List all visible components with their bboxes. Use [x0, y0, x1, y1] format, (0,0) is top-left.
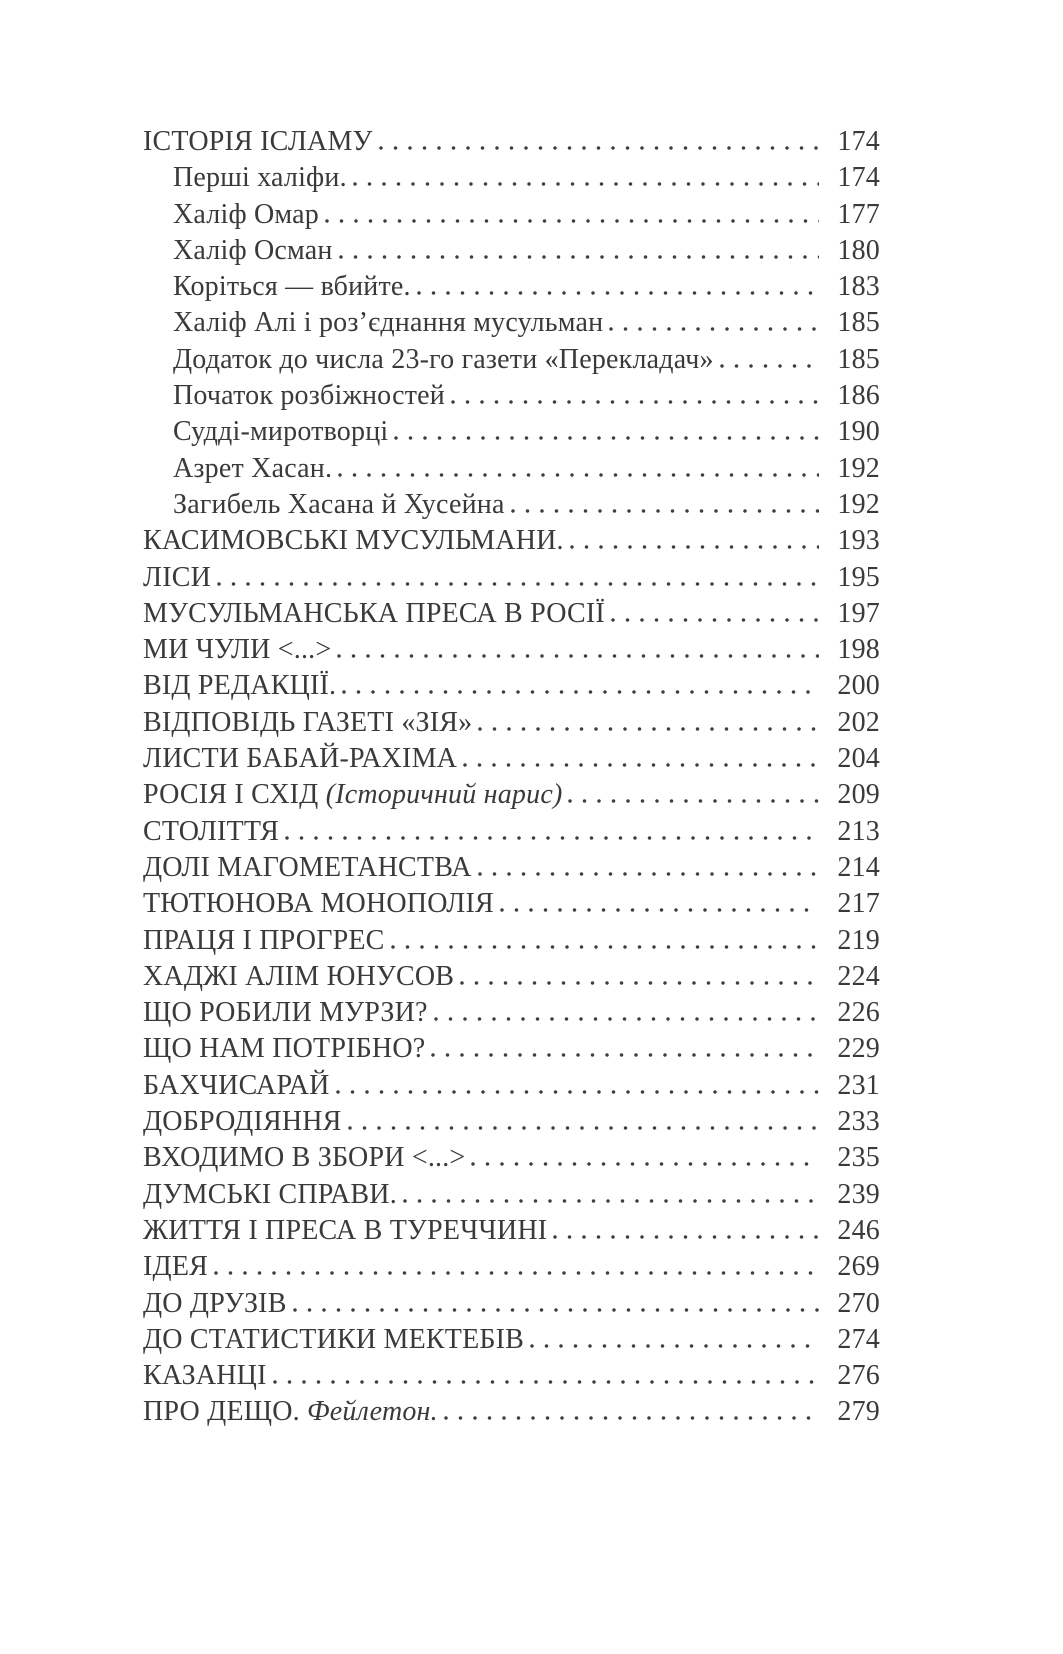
- toc-title-segment: Коріться — вбийте.: [173, 271, 411, 303]
- toc-entry: [143, 1394, 880, 1430]
- toc-entry-title: [143, 1031, 425, 1067]
- toc-entry-page: 183: [837, 271, 880, 303]
- toc-entry-page: 239: [837, 1178, 880, 1210]
- toc-title-italic-segment: Фейлетон.: [307, 1396, 438, 1428]
- toc-entry-title: [143, 1104, 342, 1140]
- toc-entry-title: [143, 741, 457, 777]
- toc-entry-page: 174: [837, 162, 880, 194]
- toc-entry: [143, 668, 880, 704]
- toc-entry-page: 204: [837, 743, 880, 775]
- toc-entry-title: [143, 1068, 330, 1104]
- dot-leader: [339, 255, 819, 259]
- toc-entry-title: [143, 596, 605, 632]
- dot-leader: [336, 1090, 819, 1094]
- dot-leader: [434, 1017, 819, 1021]
- toc-entry: [143, 451, 880, 487]
- toc-entry-page: 231: [837, 1069, 880, 1101]
- toc-entry-title: [173, 233, 333, 269]
- toc-entry: [143, 995, 880, 1031]
- dot-leader: [417, 291, 819, 295]
- toc-title-segment: ЛИСТИ БАБАЙ-РАХІМА: [143, 743, 458, 775]
- dot-leader: [342, 690, 819, 694]
- toc-entry-page: 185: [837, 307, 880, 339]
- toc-entry: [143, 487, 880, 523]
- toc-title-segment: ЖИТТЯ І ПРЕСА В ТУРЕЧЧИНІ: [143, 1214, 548, 1246]
- toc-entry-page: 214: [837, 851, 880, 883]
- toc-entry-title: [173, 451, 332, 487]
- toc-title-segment: РОСІЯ І СХІД: [143, 779, 326, 811]
- dot-leader: [478, 872, 819, 876]
- toc-entry: [143, 596, 880, 632]
- toc-entry-page: 202: [837, 706, 880, 738]
- toc-entry-title: [173, 269, 411, 305]
- toc-entry-page: 197: [837, 597, 880, 629]
- toc-title-segment: ЩО РОБИЛИ МУРЗИ?: [143, 997, 428, 1029]
- toc-entry: [143, 1286, 880, 1322]
- toc-title-segment: МИ ЧУЛИ <...>: [143, 634, 332, 666]
- toc-entry-page: 177: [837, 198, 880, 230]
- dot-leader: [273, 1380, 819, 1384]
- toc-entry: [143, 1322, 880, 1358]
- toc-entry-page: 193: [837, 525, 880, 557]
- toc-entry-title: [143, 1358, 267, 1394]
- toc-entry-page: 209: [837, 779, 880, 811]
- toc-entry: [143, 886, 880, 922]
- toc-title-segment: ВХОДИМО В ЗБОРИ <...>: [143, 1142, 466, 1174]
- toc-entry: [143, 850, 880, 886]
- toc-title-segment: ТЮТЮНОВА МОНОПОЛІЯ: [143, 888, 494, 920]
- toc-entry-page: 186: [837, 380, 880, 412]
- toc-title-segment: ІДЕЯ: [143, 1251, 209, 1283]
- toc-entry: [143, 124, 880, 160]
- toc-entry-title: [173, 487, 505, 523]
- toc-entry: [143, 632, 880, 668]
- toc-entry-page: 195: [837, 561, 880, 593]
- toc-entry-page: 190: [837, 416, 880, 448]
- toc-entry-page: 192: [837, 452, 880, 484]
- toc-entry-title: [143, 523, 564, 559]
- toc-entry-title: [173, 305, 603, 341]
- toc-entry: [143, 923, 880, 959]
- toc-title-segment: ВІДПОВІДЬ ГАЗЕТІ «ЗІЯ»: [143, 706, 473, 738]
- toc-entry: [143, 305, 880, 341]
- toc-title-segment: Халіф Алі і роз’єднання мусульман: [173, 307, 604, 339]
- toc-entry-title: [173, 160, 347, 196]
- dot-leader: [460, 981, 819, 985]
- dot-leader: [338, 473, 819, 477]
- toc-entry-title: [143, 1249, 208, 1285]
- toc-entry-page: 269: [837, 1251, 880, 1283]
- toc-entry-page: 229: [837, 1033, 880, 1065]
- toc-title-segment: КАЗАНЦІ: [143, 1360, 267, 1392]
- toc-entry-title: [143, 632, 331, 668]
- toc-entry-title: [143, 1394, 438, 1430]
- toc-title-segment: ЛІСИ: [143, 561, 212, 593]
- toc-entry-page: 235: [837, 1142, 880, 1174]
- dot-leader: [444, 1416, 819, 1420]
- toc-title-segment: ПРАЦЯ І ПРОГРЕС: [143, 924, 385, 956]
- toc-entry: [143, 1068, 880, 1104]
- toc-entry-title: [143, 668, 336, 704]
- toc-entry-title: [143, 995, 428, 1031]
- dot-leader: [285, 836, 819, 840]
- toc-entry: [143, 1031, 880, 1067]
- dot-leader: [500, 908, 819, 912]
- toc-entry-title: [143, 1140, 465, 1176]
- toc-entry: [143, 342, 880, 378]
- toc-entry-title: [173, 378, 445, 414]
- toc-entry: [143, 959, 880, 995]
- toc-entry-page: 200: [837, 670, 880, 702]
- toc-entry-page: 219: [837, 924, 880, 956]
- toc-entry: [143, 705, 880, 741]
- dot-leader: [391, 945, 819, 949]
- dot-leader: [337, 654, 819, 658]
- toc-entry-page: 224: [837, 960, 880, 992]
- toc-entry-page: 226: [837, 997, 880, 1029]
- toc-entry: [143, 814, 880, 850]
- toc-entry-page: 192: [837, 488, 880, 520]
- dot-leader: [348, 1126, 819, 1130]
- toc-entry: [143, 378, 880, 414]
- toc-entry-title: [143, 923, 385, 959]
- toc-entry-title: [143, 777, 562, 813]
- toc-title-segment: БАХЧИСАРАЙ: [143, 1069, 330, 1101]
- toc-entry-title: [143, 124, 373, 160]
- toc-title-segment: Судді-миротворці: [173, 416, 389, 448]
- dot-leader: [217, 582, 819, 586]
- toc-title-segment: ВІД РЕДАКЦІЇ.: [143, 670, 337, 702]
- dot-leader: [379, 146, 819, 150]
- toc-entry: [143, 1249, 880, 1285]
- toc-title-segment: Початок розбіжностей: [173, 380, 445, 412]
- toc-entry-page: 198: [837, 634, 880, 666]
- toc-title-segment: ДУМСЬКІ СПРАВИ.: [143, 1178, 397, 1210]
- dot-leader: [609, 327, 819, 331]
- dot-leader: [530, 1344, 819, 1348]
- toc-title-segment: Азрет Хасан.: [173, 452, 333, 484]
- dot-leader: [431, 1053, 819, 1057]
- toc-entry-title: [143, 1213, 547, 1249]
- toc-title-segment: ІСТОРІЯ ІСЛАМУ: [143, 126, 373, 157]
- toc-entry-title: [173, 414, 388, 450]
- toc-entry-title: [143, 850, 472, 886]
- dot-leader: [403, 1199, 819, 1203]
- toc-title-segment: Додаток до числа 23-го газети «Перекладач»: [173, 343, 714, 375]
- dot-leader: [394, 436, 819, 440]
- dot-leader: [325, 219, 819, 223]
- dot-leader: [511, 509, 819, 513]
- toc-entry-page: 246: [837, 1214, 880, 1246]
- toc-entry-title: [143, 959, 454, 995]
- toc-entry: [143, 741, 880, 777]
- toc-entry-page: 174: [837, 126, 880, 157]
- toc-entry: [143, 414, 880, 450]
- dot-leader: [214, 1271, 819, 1275]
- toc-entry-title: [173, 197, 319, 233]
- toc-entry-title: [143, 1177, 397, 1213]
- toc-entry-title: [143, 1286, 287, 1322]
- toc-title-italic-segment: (Історичний нарис): [325, 779, 563, 811]
- toc-entry-page: 274: [837, 1323, 880, 1355]
- dot-leader: [570, 545, 819, 549]
- toc-entry: [143, 269, 880, 305]
- toc-entry: [143, 1140, 880, 1176]
- toc-title-segment: ДО СТАТИСТИКИ МЕКТЕБІВ: [143, 1323, 525, 1355]
- dot-leader: [553, 1235, 819, 1239]
- toc-title-segment: ДОЛІ МАГОМЕТАНСТВА: [143, 851, 472, 883]
- toc-title-segment: ДОБРОДІЯННЯ: [143, 1106, 342, 1138]
- toc-entry-page: 233: [837, 1106, 880, 1138]
- dot-leader: [720, 364, 819, 368]
- toc-entry: [143, 1177, 880, 1213]
- toc-entry-page: 185: [837, 343, 880, 375]
- toc-title-segment: МУСУЛЬМАНСЬКА ПРЕСА В РОСІЇ: [143, 597, 605, 629]
- dot-leader: [451, 400, 819, 404]
- toc-entry-title: [143, 705, 472, 741]
- dot-leader: [478, 727, 819, 731]
- toc-entry-title: [143, 1322, 524, 1358]
- toc-entry: [143, 560, 880, 596]
- toc-title-segment: ЩО НАМ ПОТРІБНО?: [143, 1033, 426, 1065]
- toc-entry: [143, 197, 880, 233]
- toc-entry-page: 270: [837, 1287, 880, 1319]
- toc-entry-title: [143, 560, 211, 596]
- toc-title-segment: СТОЛІТТЯ: [143, 815, 279, 847]
- toc-entry: [143, 1104, 880, 1140]
- toc-title-segment: ДО ДРУЗІВ: [143, 1287, 287, 1319]
- dot-leader: [568, 799, 819, 803]
- toc-title-segment: ХАДЖІ АЛІМ ЮНУСОВ: [143, 960, 455, 992]
- dot-leader: [353, 182, 819, 186]
- toc-entry-page: 279: [837, 1396, 880, 1428]
- table-of-contents: [143, 124, 880, 1431]
- toc-entry-page: 217: [837, 888, 880, 920]
- toc-entry: [143, 523, 880, 559]
- toc-entry: [143, 1358, 880, 1394]
- dot-leader: [293, 1308, 819, 1312]
- dot-leader: [611, 618, 819, 622]
- toc-entry: [143, 160, 880, 196]
- toc-entry: [143, 233, 880, 269]
- dot-leader: [471, 1162, 819, 1166]
- toc-entry-title: [143, 814, 279, 850]
- toc-title-segment: КАСИМОВСЬКІ МУСУЛЬМАНИ.: [143, 525, 564, 557]
- dot-leader: [463, 763, 819, 767]
- toc-title-segment: Перші халіфи.: [173, 162, 347, 194]
- toc-entry-page: 180: [837, 234, 880, 266]
- toc-entry-page: 213: [837, 815, 880, 847]
- toc-title-segment: Загибель Хасана й Хусейна: [173, 488, 505, 520]
- toc-title-segment: Халіф Омар: [173, 198, 319, 230]
- toc-title-segment: Халіф Осман: [173, 234, 333, 266]
- toc-entry: [143, 777, 880, 813]
- toc-entry: [143, 1213, 880, 1249]
- toc-entry-title: [173, 342, 714, 378]
- toc-title-segment: ПРО ДЕЩО.: [143, 1396, 308, 1428]
- toc-entry-page: 276: [837, 1360, 880, 1392]
- toc-entry-title: [143, 886, 494, 922]
